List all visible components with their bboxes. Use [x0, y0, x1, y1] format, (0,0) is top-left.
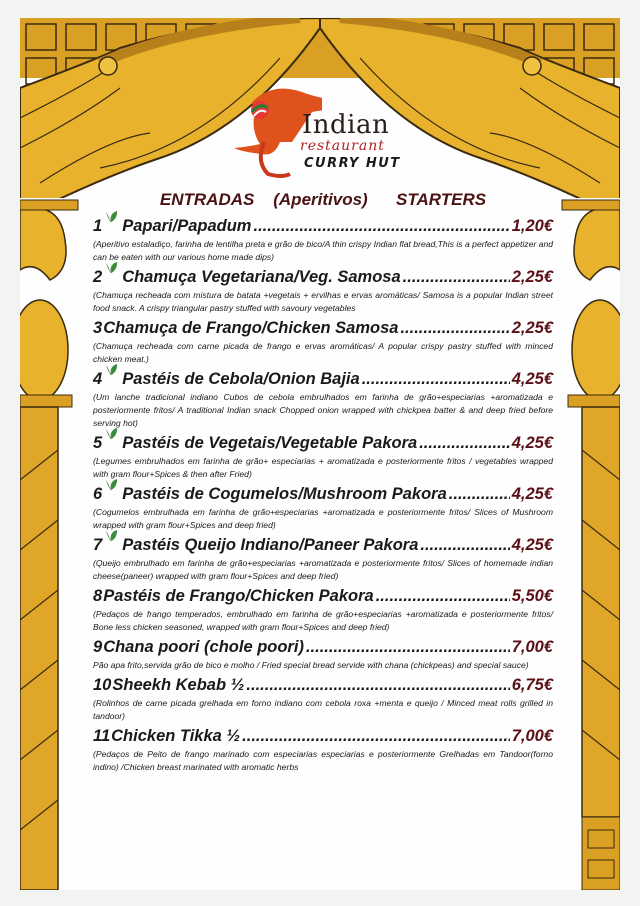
menu-item-title — [93, 267, 553, 287]
menu-item-title — [93, 433, 553, 453]
item-name: Pastéis de Cogumelos/Mushroom Pakora — [122, 485, 447, 503]
item-price: 1,20€ — [511, 217, 553, 235]
dot-leader — [306, 637, 510, 657]
item-description: (Aperitivo estaladiço, farinha de lentilha preta e grão de bico/A thin crispy Indian flat bread,This is a perfect appetizer and can be eaten with our various home made dips) — [93, 239, 553, 262]
item-price: 5,50€ — [511, 587, 553, 605]
menu-item — [93, 586, 553, 634]
dot-leader — [253, 216, 509, 236]
vegetarian-leaf-icon — [104, 363, 119, 378]
menu-item — [93, 216, 553, 264]
item-description: (Queijo embrulhado em farinha de grão+especiarias +aromatizada e posteriormente fritos/ Slices of homemade indian cheese(paneer) wrapped with gram flour+Spices and deep fried) — [93, 558, 553, 581]
item-name: Papari/Papadum — [122, 217, 252, 235]
item-price: 4,25€ — [511, 485, 553, 503]
item-number: 7 — [93, 536, 103, 554]
item-number: 5 — [93, 434, 103, 452]
item-number: 2 — [93, 268, 103, 286]
item-description: (Chamuça recheada com mistura de batata +vegetais + ervilhas e ervas aromáticas/ Samosa is a popular Indian street food snack. A crispy triangular pastry stuffed with savoury vegetables — [93, 290, 553, 313]
menu-item-title — [93, 586, 553, 606]
menu-item-title — [93, 675, 553, 695]
vegetarian-leaf-icon — [104, 210, 119, 225]
item-number: 9 — [93, 638, 103, 656]
logo-subtitle: restaurant — [300, 138, 385, 154]
item-description: (Cogumelos embrulhada em farinha de grão+especiarias +aromatizada e posteriormente fritos/ Slices of Mushroom wrapped with gram flour+Spices and deep fried) — [93, 507, 553, 530]
item-number: 8 — [93, 587, 103, 605]
item-price: 7,00€ — [511, 638, 553, 656]
menu-item-title — [93, 726, 553, 746]
starters-menu — [93, 190, 553, 777]
vegetarian-leaf-icon — [104, 529, 119, 544]
dot-leader — [246, 675, 509, 695]
menu-item-title — [93, 535, 553, 555]
menu-item-title — [93, 318, 553, 338]
vegetarian-leaf-icon — [104, 478, 119, 493]
logo-brand: CURRY HUT — [304, 156, 401, 171]
item-name: Chana poori (chole poori) — [103, 638, 304, 656]
item-price: 4,25€ — [511, 536, 553, 554]
dot-leader — [376, 586, 510, 606]
menu-item — [93, 675, 553, 723]
menu-item-title — [93, 484, 553, 504]
item-name: Pastéis de Vegetais/Vegetable Pakora — [122, 434, 418, 452]
menu-item — [93, 637, 553, 672]
menu-item-title — [93, 369, 553, 389]
item-name: Chicken Tikka ½ — [111, 727, 241, 745]
item-description: (Pedaços de Peito de frango marinado com especiarias especiarias e posteriormente Grelhadas em Tandoor(forno indino) /Chicken breast marinated with aromatic herbs — [93, 749, 553, 772]
item-name: Pastéis de Cebola/Onion Bajia — [122, 370, 360, 388]
item-number: 4 — [93, 370, 103, 388]
item-number: 11 — [93, 727, 111, 745]
dot-leader — [420, 535, 509, 555]
dot-leader — [449, 484, 510, 504]
dot-leader — [419, 433, 510, 453]
item-description: (Rolinhos de carne picada grelhada em forno indiano com cebola roxa +menta e queijo / Minced meat rolls grilled in tandoor) — [93, 698, 553, 721]
item-number: 10 — [93, 676, 112, 694]
item-name: Chamuça de Frango/Chicken Samosa — [103, 319, 399, 337]
menu-item — [93, 369, 553, 430]
menu-item-title — [93, 216, 553, 236]
menu-item-title — [93, 637, 553, 657]
restaurant-logo — [232, 82, 412, 182]
item-description: Pão apa frito,servida grão de bico e molho / Fried special bread servide with chana (chickpeas) and special sauce) — [93, 660, 529, 670]
pillar-right-decoration — [558, 180, 620, 890]
dot-leader — [400, 318, 509, 338]
menu-item — [93, 267, 553, 315]
item-description: (Um lanche tradicional indiano Cubos de cebola embrulhados em farinha de grão+especiarias +aromatizada e posteriormente fritos/ A traditional Indian snack Chopped onion wrapped with chickpea batter & and deep fried before serving hot) — [93, 392, 553, 428]
dot-leader — [403, 267, 510, 287]
item-description: (Legumes embrulhados em farinha de grão+ especiarias + aromatizada e posteriormente fritos / vegetables wrapped with gram flour+Spices & then after Fried) — [93, 456, 553, 479]
item-number: 3 — [93, 319, 103, 337]
item-name: Sheekh Kebab ½ — [112, 676, 245, 694]
item-price: 2,25€ — [511, 268, 553, 286]
pillar-left-decoration — [20, 180, 82, 890]
logo-name: Indian — [302, 110, 390, 140]
dot-leader — [242, 726, 510, 746]
item-price: 2,25€ — [511, 319, 553, 337]
item-price: 6,75€ — [511, 676, 553, 694]
item-name: Pastéis de Frango/Chicken Pakora — [103, 587, 374, 605]
item-name: Pastéis Queijo Indiano/Paneer Pakora — [122, 536, 419, 554]
item-price: 4,25€ — [511, 434, 553, 452]
menu-item — [93, 535, 553, 583]
dot-leader — [362, 369, 510, 389]
item-number: 1 — [93, 217, 103, 235]
item-description: (Pedaços de frango temperados, embrulhado em farinha de grão+especiarias +aromatizada e posteriormente fritos/ Bone less chicken seasoned, wrapped with gram flour+Spices and deep fried) — [93, 609, 553, 632]
item-price: 7,00€ — [511, 727, 553, 745]
menu-item — [93, 484, 553, 532]
item-name: Chamuça Vegetariana/Veg. Samosa — [122, 268, 401, 286]
menu-item — [93, 433, 553, 481]
item-price: 4,25€ — [511, 370, 553, 388]
item-description: (Chamuça recheada com carne picada de frango e ervas aromáticas/ A popular crispy pastry stuffed with minced chicken meat.) — [93, 341, 553, 364]
menu-item — [93, 726, 553, 774]
vegetarian-leaf-icon — [104, 427, 119, 442]
section-heading: ENTRADAS (Aperitivos) STARTERS — [159, 190, 487, 209]
vegetarian-leaf-icon — [104, 261, 119, 276]
menu-item — [93, 318, 553, 366]
item-number: 6 — [93, 485, 103, 503]
